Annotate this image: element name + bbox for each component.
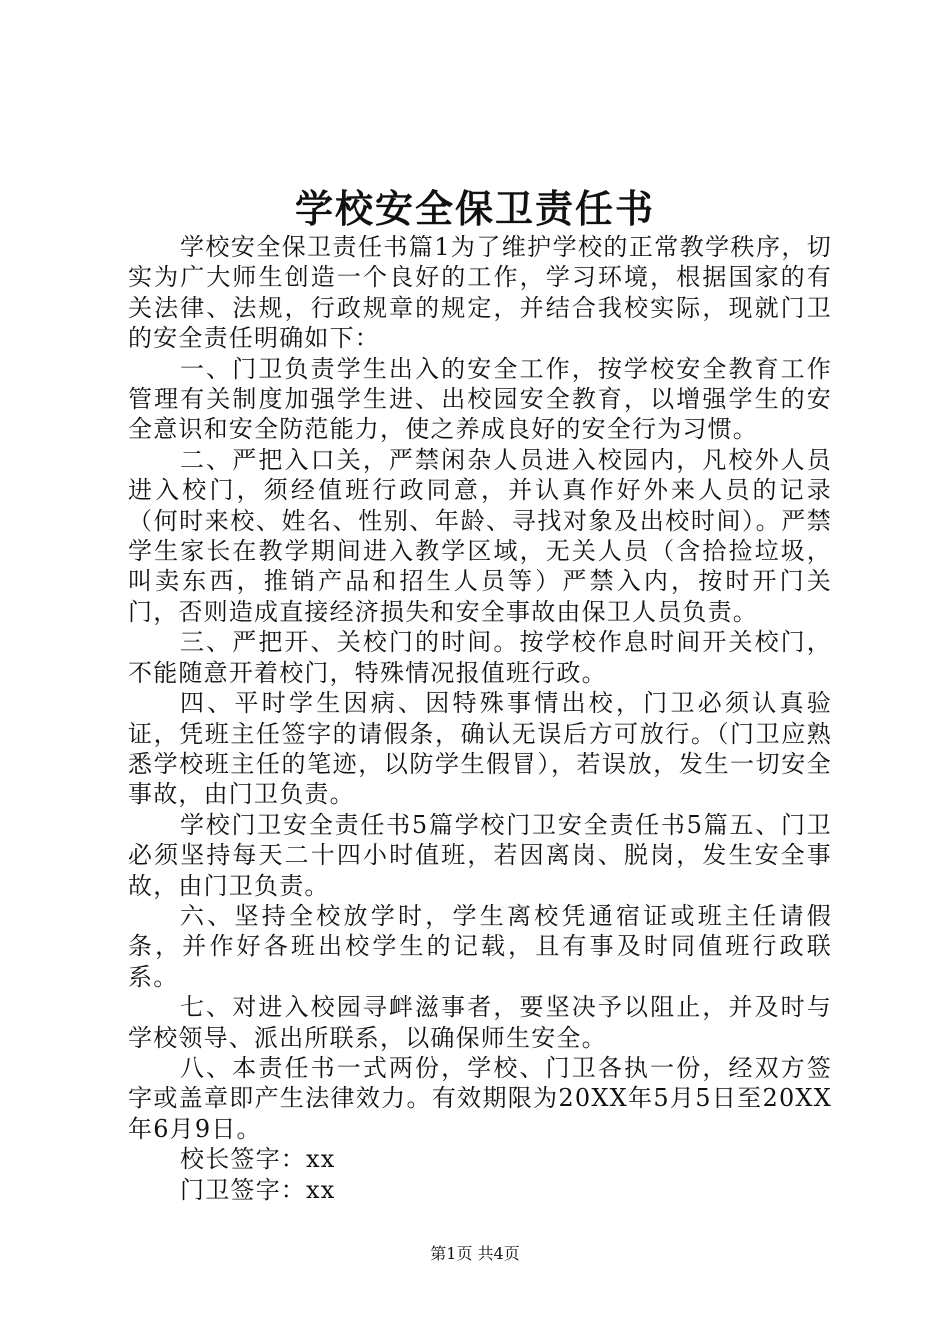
paragraph-item-6: 六、坚持全校放学时，学生离校凭通宿证或班主任请假条，并作好各班出校学生的记载，且有事及时同值班行政联系。 <box>128 901 832 991</box>
guard-signature-line: 门卫签字：xx <box>180 1175 336 1204</box>
principal-signature-line: 校长签字：xx <box>180 1145 336 1174</box>
paragraph-item-7: 七、对进入校园寻衅滋事者，要坚决予以阻止，并及时与学校领导、派出所联系，以确保师生安全。 <box>128 993 832 1052</box>
paragraph-intro: 学校安全保卫责任书篇1为了维护学校的正常教学秩序，切实为广大师生创造一个良好的工作，学习环境，根据国家的有关法律、法规，行政规章的规定，并结合我校实际，现就门卫的安全责任明确如下： <box>128 233 832 353</box>
paragraph-item-4: 四、平时学生因病、因特殊事情出校，门卫必须认真验证，凭班主任签字的请假条，确认无误后方可放行。（门卫应熟悉学校班主任的笔迹，以防学生假冒），若误放，发生一切安全事故，由门卫负责。 <box>128 689 832 809</box>
document-body <box>128 232 832 1205</box>
document-title: 学校安全保卫责任书 <box>294 186 655 231</box>
paragraph-item-3: 三、严把开、关校门的时间。按学校作息时间开关校门，不能随意开着校门，特殊情况报值班行政。 <box>128 628 832 687</box>
paragraph-item-2: 二、严把入口关，严禁闲杂人员进入校园内，凡校外人员进入校门，须经值班行政同意，并认真作好外来人员的记录（何时来校、姓名、性别、年龄、寻找对象及出校时间）。严禁学生家长在教学期间进入教学区域，无关人员（含拾捡垃圾，叫卖东西，推销产品和招生人员等）严禁入内，按时开门关门，否则造成直接经济损失和安全事故由保卫人员负责。 <box>128 445 832 626</box>
paragraph-item-8: 八、本责任书一式两份，学校、门卫各执一份，经双方签字或盖章即产生法律效力。有效期限为20XX年5月5日至20XX年6月9日。 <box>128 1053 832 1143</box>
page-footer: 第1页 共4页 <box>430 1244 520 1263</box>
paragraph-item-1: 一、门卫负责学生出入的安全工作，按学校安全教育工作管理有关制度加强学生进、出校园安全教育，以增强学生的安全意识和安全防范能力，使之养成良好的安全行为习惯。 <box>128 354 832 444</box>
paragraph-item-5: 学校门卫安全责任书5篇学校门卫安全责任书5篇五、门卫必须坚持每天二十四小时值班，若因离岗、脱岗，发生安全事故，由门卫负责。 <box>128 810 832 900</box>
